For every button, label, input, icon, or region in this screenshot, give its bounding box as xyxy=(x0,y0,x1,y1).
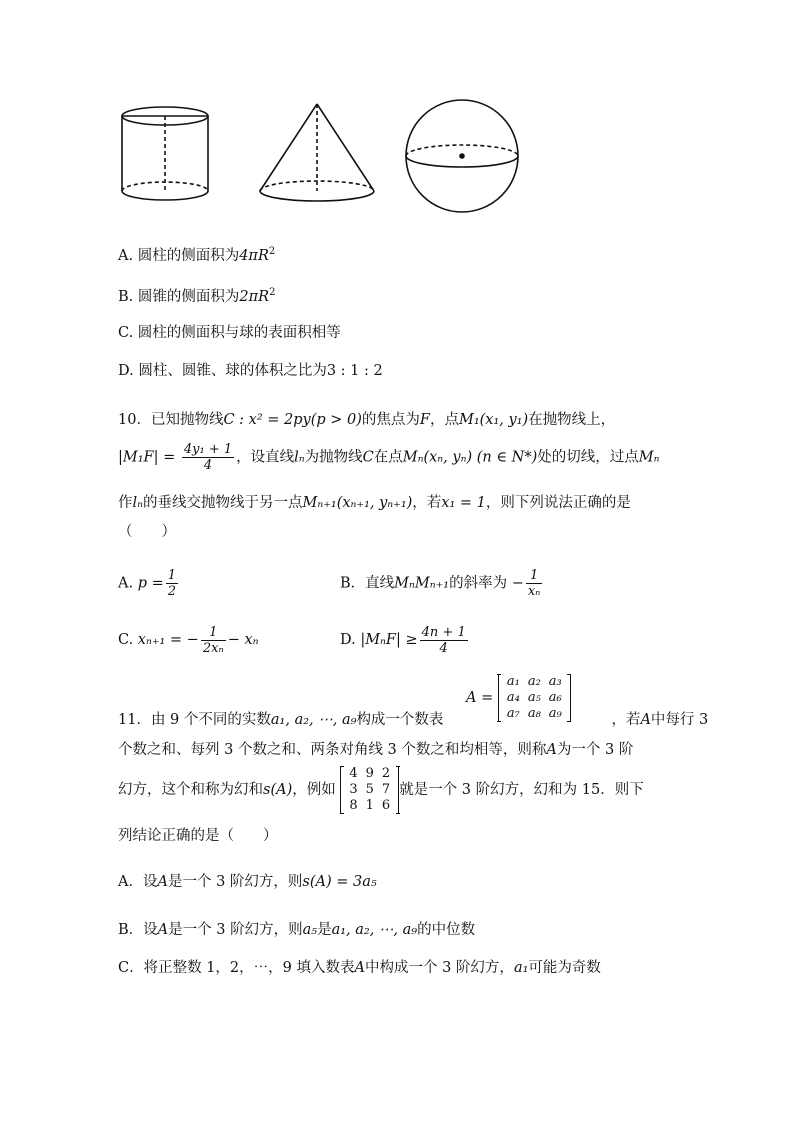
q10-stem-line1: 10．已知抛物线C : x² = 2py(p > 0)的焦点为F，点M₁(x₁, y₁)在抛物线上， xyxy=(118,412,616,428)
q10-option-b: B．直线MₙMₙ₊₁的斜率为 − $\frac{1}{\text{xₙ}}$ xyxy=(340,568,541,599)
q11-stem-line1: 11．由 9 个不同的实数a₁, a₂, ⋯, a₉构成一个数表 ，若A中每行 3 xyxy=(118,712,709,728)
q10-stem-line2: |M₁F| = $\frac{\text{4y₁ + 1}}{4}$ ，设直线lₙ为抛物线C在点Mₙ(xₙ, yₙ) (n ∈ N*)处的切线，过点Mₙ xyxy=(118,442,660,473)
matrix-cell: 8 xyxy=(349,798,358,813)
matrix-cell: a₉ xyxy=(548,706,562,721)
matrix-cell: 3 xyxy=(349,782,358,797)
q11-option-b: B．设A是一个 3 阶幻方，则a₅是a₁, a₂, ⋯, a₉的中位数 xyxy=(118,922,476,938)
q9-option-c: C. 圆柱的侧面积与球的表面积相等 xyxy=(118,325,341,341)
matrix-cell: a₅ xyxy=(527,690,541,705)
cylinder-figure xyxy=(122,107,208,200)
q11-stem-line4: 列结论正确的是（ ） xyxy=(118,828,278,844)
q10-stem-line3: 作lₙ的垂线交抛物线于另一点Mₙ₊₁(xₙ₊₁, yₙ₊₁)，若x₁ = 1，则下列说法正确的是 xyxy=(118,495,631,511)
matrix-cell: a₄ xyxy=(506,690,520,705)
matrix-cell: 5 xyxy=(365,782,374,797)
q11-stem-line2: 个数之和、每列 3 个数之和、两条对角线 3 个数之和均相等，则称A为一个 3 阶 xyxy=(118,742,634,758)
q11-stem-line3: 幻方，这个和称为幻和s(A)，例如 4 9 2 3 5 7 8 1 6 就是一个 3 阶幻方，幻和为 15．则下 xyxy=(118,766,644,813)
matrix-cell: a₈ xyxy=(527,706,541,721)
matrix-cell: 7 xyxy=(381,782,391,797)
q9-option-a: A. 圆柱的侧面积为$4\pi R^2$ xyxy=(118,246,276,264)
matrix-cell: a₁ xyxy=(506,674,520,689)
matrix-cell: a₆ xyxy=(548,690,562,705)
matrix-cell: 4 xyxy=(349,766,358,781)
q10-option-a: A. p = $\frac{1}{2}$ xyxy=(118,568,177,599)
q11-option-a: A．设A是一个 3 阶幻方，则s(A) = 3a₅ xyxy=(118,874,377,890)
magic-square-example xyxy=(340,766,399,814)
q9-option-d: D. 圆柱、圆锥、球的体积之比为3 : 1 : 2 xyxy=(118,363,383,379)
matrix-cell: a₃ xyxy=(548,674,562,689)
q11-matrix-a: A = a₁ a₂ a₃ a₄ a₅ a₆ a₇ a₈ a₉ xyxy=(466,670,571,726)
q9-option-b: B. 圆锥的侧面积为$2\pi R^2$ xyxy=(118,287,276,305)
q10-answer-paren: （ ） xyxy=(118,524,176,540)
matrix-cell: 1 xyxy=(365,798,374,813)
q11-option-c: C．将正整数 1，2，⋯，9 填入数表A中构成一个 3 阶幻方，a₁可能为奇数 xyxy=(118,960,601,976)
matrix-cell: 6 xyxy=(381,798,391,813)
sphere-figure xyxy=(406,100,518,212)
q10-option-c: C. xₙ₊₁ = − $\frac{1}{\text{2xₙ}}$ − xₙ xyxy=(118,624,259,656)
cone-figure xyxy=(260,104,374,201)
matrix-cell: 9 xyxy=(365,766,374,781)
q10-option-d: D. |MₙF| ≥ $\frac{4n + 1}{4}$ xyxy=(340,624,466,656)
matrix-cell: a₂ xyxy=(527,674,541,689)
matrix-cell: 2 xyxy=(381,766,391,781)
matrix-cell: a₇ xyxy=(506,706,520,721)
solids-figure xyxy=(110,96,530,216)
